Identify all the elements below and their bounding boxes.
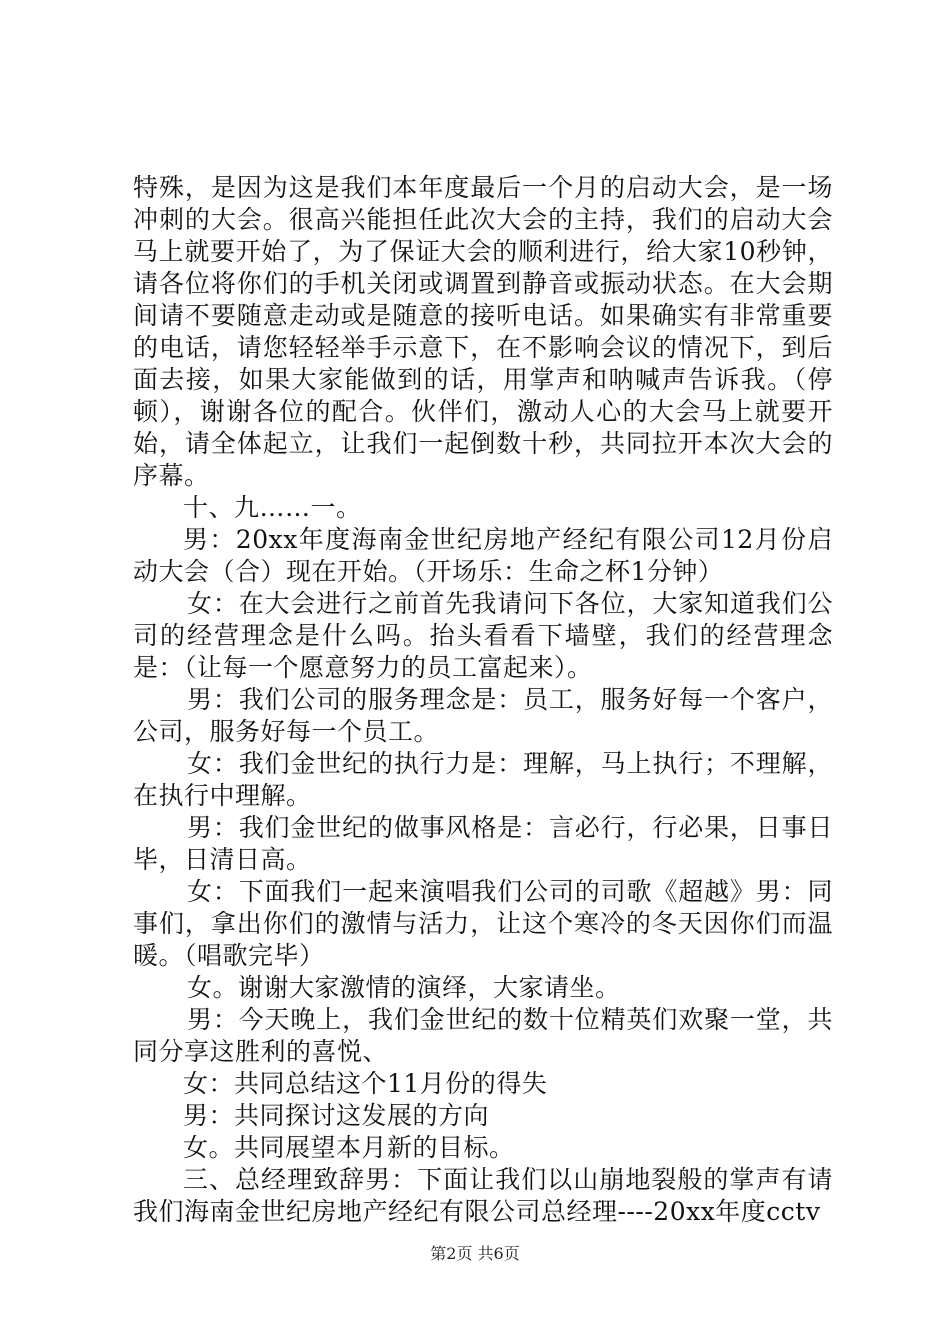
- paragraph-business-philosophy: 女：在大会进行之前首先我请问下各位，大家知道我们公司的经营理念是什么吗。抬头看看下墙壁，我们的经营理念是：（让每一个愿意努力的员工富起来）。: [133, 589, 833, 682]
- paragraph-gm-speech: 三、总经理致辞男：下面让我们以山崩地裂般的掌声有请我们海南金世纪房地产经纪有限公司总经理----20xx年度cctv: [133, 1165, 833, 1226]
- paragraph-execution: 女：我们金世纪的执行力是：理解，马上执行；不理解，在执行中理解。: [133, 749, 833, 810]
- paragraph-thanks: 女。谢谢大家激情的演绎，大家请坐。: [187, 973, 621, 1002]
- body-text: [133, 172, 833, 1228]
- paragraph-summary: 女：共同总结这个11月份的得失: [183, 1069, 548, 1098]
- paragraph-gathering: 男：今天晚上，我们金世纪的数十位精英们欢聚一堂，共同分享这胜利的喜悦、: [133, 1005, 833, 1066]
- paragraph-opening: 男：20xx年度海南金世纪房地产经纪有限公司12月份启动大会（合）现在开始。（开场乐：生命之杯1分钟）: [133, 525, 833, 586]
- page-number-label: 第2页 共6页: [430, 1244, 520, 1263]
- paragraph-direction: 男：共同探讨这发展的方向: [183, 1101, 490, 1130]
- paragraph-company-song: 女：下面我们一起来演唱我们公司的司歌《超越》男：同事们，拿出你们的激情与活力，让这个寒冷的冬天因你们而温暖。（唱歌完毕）: [133, 877, 833, 970]
- paragraph-goals: 女。共同展望本月新的目标。: [183, 1133, 515, 1162]
- page-footer: [0, 1244, 950, 1264]
- paragraph-intro: 特殊，是因为这是我们本年度最后一个月的启动大会，是一场冲刺的大会。很高兴能担任此次大会的主持，我们的启动大会马上就要开始了，为了保证大会的顺利进行，给大家10秒钟，请各位将你们的手机关闭或调置到静音或振动状态。在大会期间请不要随意走动或是随意的接听电话。如果确实有非常重要的电话，请您轻轻举手示意下，在不影响会议的情况下，到后面去接，如果大家能做到的话，用掌声和呐喊声告诉我。（停顿），谢谢各位的配合。伙伴们，激动人心的大会马上就要开始，请全体起立，让我们一起倒数十秒，共同拉开本次大会的序幕。: [133, 173, 833, 490]
- paragraph-work-style: 男：我们金世纪的做事风格是：言必行，行必果，日事日毕，日清日高。: [133, 813, 833, 874]
- paragraph-countdown: 十、九……一。: [183, 493, 362, 522]
- paragraph-service-philosophy: 男：我们公司的服务理念是：员工，服务好每一个客户，公司，服务好每一个员工。: [133, 685, 833, 746]
